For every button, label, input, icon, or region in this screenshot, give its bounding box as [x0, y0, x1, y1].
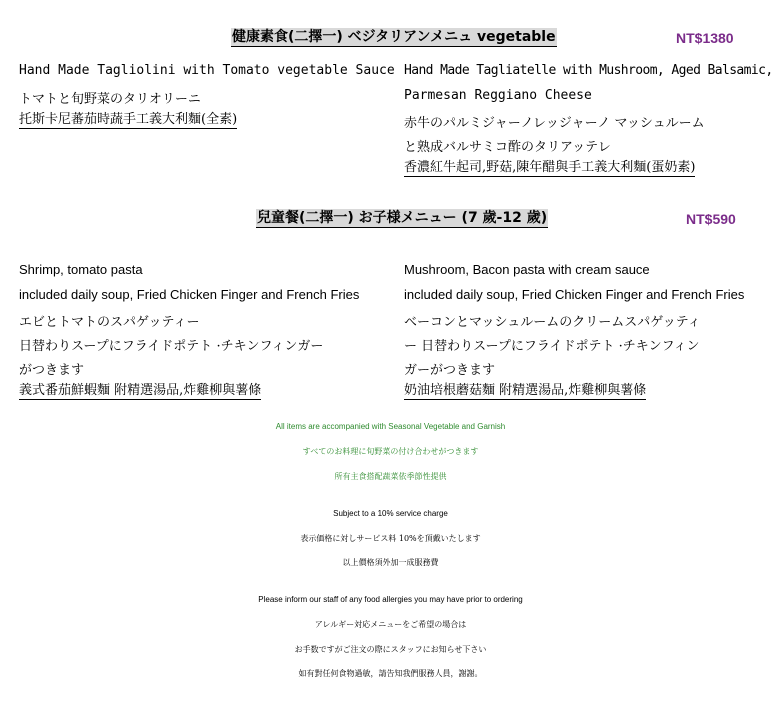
vegetable-header: 健康素食(二擇一) ベジタリアンメニュ vegetable — [232, 29, 556, 45]
veg-left-en: Hand Made Tagliolini with Tomato vegetable Sauce — [19, 63, 395, 78]
kids-right-jp2: ー 日替わりスープにフライドポテト ·チキンフィン — [404, 339, 700, 354]
veg-right-en2: Parmesan Reggiano Cheese — [404, 88, 592, 103]
veg-left-jp: トマトと旬野菜のタリオリーニ — [19, 92, 201, 107]
kids-left-jp3: がつきます — [19, 363, 85, 378]
allergy-note-jp2: お手数ですがご注文の際にスタッフにお知らせ下さい — [294, 645, 487, 654]
veg-right-jp2: と熟成バルサミコ酢のタリアッテレ — [404, 140, 611, 155]
kids-right-zh: 奶油培根蘑菇麵 附精選湯品,炸雞柳與薯條 — [404, 383, 647, 398]
kids-right-jp1: ベーコンとマッシュルームのクリームスパゲッティ — [404, 315, 701, 330]
kids-right-en1: Mushroom, Bacon pasta with cream sauce — [404, 262, 650, 277]
veg-right-zh: 香濃紅牛起司,野菇,陳年醋與手工義大利麵(蛋奶素) — [404, 160, 696, 175]
kids-left-en1: Shrimp, tomato pasta — [19, 262, 143, 277]
allergy-note-jp1: アレルギー対応メニューをご希望の場合は — [314, 620, 467, 629]
kids-right-jp3: ガーがつきます — [404, 363, 496, 378]
kids-right-en2: included daily soup, Fried Chicken Finger and French Fries — [404, 287, 745, 302]
service-note-en: Subject to a 10% service charge — [333, 509, 448, 518]
service-note-jp: 表示価格に対しサービス料 10%を頂戴いたします — [300, 534, 481, 543]
veg-left-zh: 托斯卡尼蕃茄時蔬手工義大利麵(全素) — [19, 112, 238, 127]
kids-left-jp1: エビとトマトのスパゲッティー — [19, 315, 200, 330]
veg-right-jp1: 赤牛のパルミジャーノレッジャーノ マッシュルーム — [404, 116, 705, 131]
vegetable-price: NT$1380 — [676, 30, 734, 46]
kids-header: 兒童餐(二擇一) お子様メニュー (7 歲-12 歲) — [257, 210, 548, 226]
kids-left-en2: included daily soup, Fried Chicken Finger and French Fries — [19, 287, 360, 302]
garnish-note-en: All items are accompanied with Seasonal Vegetable and Garnish — [275, 422, 506, 431]
veg-right-en1: Hand Made Tagliatelle with Mushroom, Aged Balsamic, — [404, 63, 773, 78]
service-note-zh: 以上價格須外加一成服務費 — [342, 558, 439, 567]
allergy-note-en: Please inform our staff of any food allergies you may have prior to ordering — [258, 595, 523, 604]
garnish-note-jp: すべてのお料理に旬野菜の付け合わせがつきます — [302, 447, 479, 456]
kids-left-zh: 義式番茄鮮蝦麵 附精選湯品,炸雞柳與薯條 — [19, 383, 262, 398]
kids-left-jp2: 日替わりスープにフライドポテト ·チキンフィンガー — [19, 339, 324, 354]
garnish-note-zh: 所有主食搭配蔬菜依季節性提供 — [334, 472, 447, 481]
allergy-note-zh: 如有對任何食物過敏，請告知我們服務人員，謝謝。 — [298, 669, 483, 678]
kids-price: NT$590 — [686, 211, 736, 227]
